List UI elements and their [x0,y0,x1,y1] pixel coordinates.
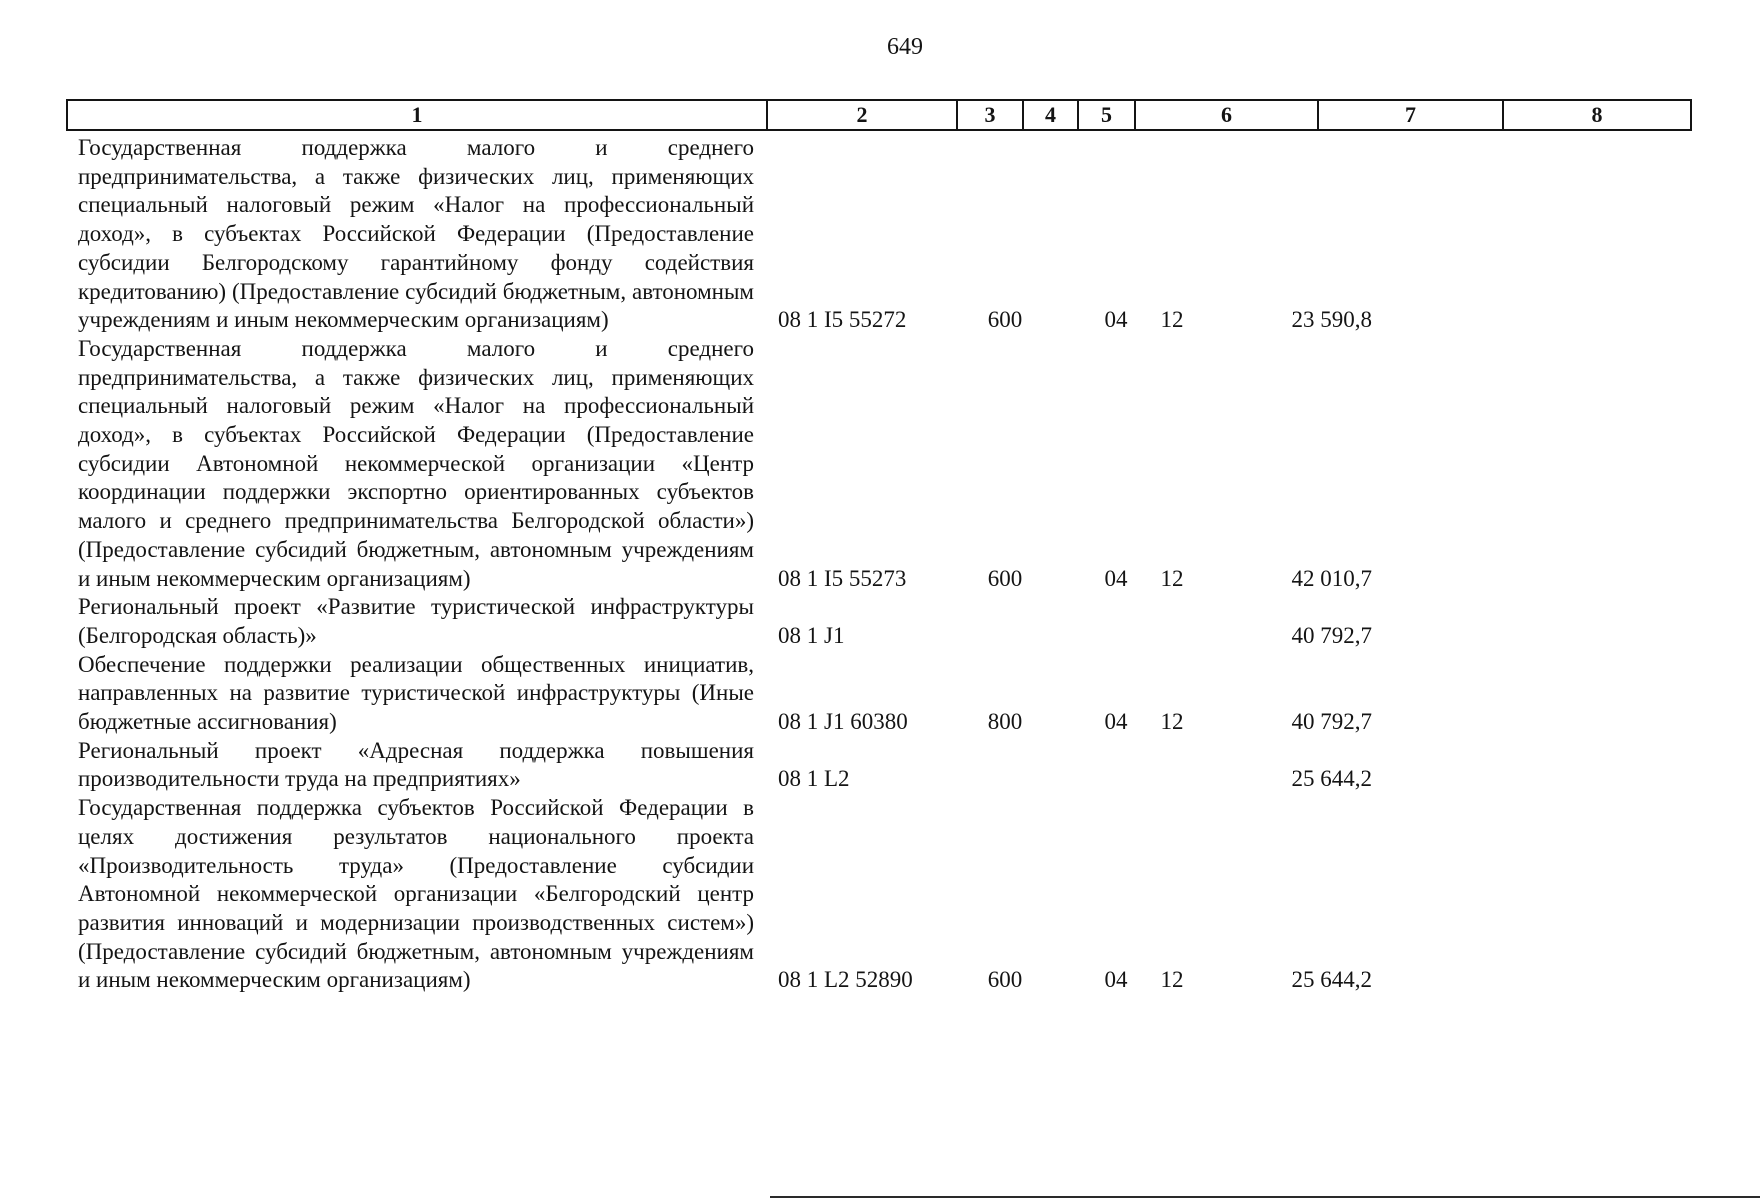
row-description: Государственная поддержка малого и среднего предпринимательства, а также физических лиц, применяющих специальный налоговый режим «Налог на профессиональный доход», в субъектах Российской Федерации (Предоставление субсидии Автономной некоммерческой организации «Центр координации поддержки экспортно ориентированных субъектов малого и среднего предпринимательства Белгородской области») (Предоставление субсидий бюджетным, автономным учреждениям и иным некоммерческим организациям) [78,335,754,591]
column-header-7: 7 [1318,100,1503,130]
row-col5: 12 [1160,709,1184,735]
row-values [66,565,1690,594]
row-description: Региональный проект «Развитие туристической инфраструктуры (Белгородская область)» [78,594,754,648]
row-code: 08 1 I5 55272 [778,307,907,333]
column-header-6: 6 [1135,100,1318,130]
row-values [66,708,1690,737]
row-values [66,765,1690,794]
row-code: 08 1 J1 60380 [778,709,908,735]
row-values [66,966,1690,995]
table-row [66,651,1690,737]
row-amount: 25 644,2 [1291,967,1372,993]
row-description: Государственная поддержка малого и среднего предпринимательства, а также физических лиц, применяющих специальный налоговый режим «Налог на профессиональный доход», в субъектах Российской Федерации (Предоставление субсидии Белгородскому гарантийному фонду содействия кредитованию) (Предоставление субсидий бюджетным, автономным учреждениям и иным некоммерческим организациям) [78,135,754,333]
column-header-row [67,100,1691,130]
row-values [66,622,1690,651]
table-row [66,737,1690,794]
row-col3: 800 [987,709,1023,735]
row-amount: 40 792,7 [1291,622,1372,648]
row-code: 08 1 J1 [778,622,845,648]
row-amount: 40 792,7 [1291,709,1372,735]
row-col4: 04 [1104,307,1128,333]
row-code: 08 1 I5 55273 [778,565,907,591]
row-col4: 04 [1104,709,1128,735]
row-col4: 04 [1104,565,1128,591]
column-header-2: 2 [767,100,957,130]
row-col4: 04 [1104,967,1128,993]
table-row [66,593,1690,650]
row-description: Обеспечение поддержки реализации общественных инициатив, направленных на развитие туристической инфраструктуры (Иные бюджетные ассигнования) [78,651,754,735]
row-description: Государственная поддержка субъектов Российской Федерации в целях достижения результатов национального проекта «Производительность труда» (Предоставление субсидии Автономной некоммерческой организации «Белгородский центр развития инноваций и модернизации производственных систем») (Предоставление субсидий бюджетным, автономным учреждениям и иным некоммерческим организациям) [78,795,754,993]
column-header-1: 1 [67,100,767,130]
row-code: 08 1 L2 52890 [778,967,913,993]
column-header-5: 5 [1078,100,1135,130]
row-col3: 600 [987,967,1023,993]
row-amount: 25 644,2 [1291,766,1372,792]
row-col5: 12 [1160,565,1184,591]
table-row [66,335,1690,593]
row-code: 08 1 L2 [778,766,850,792]
page-number: 649 [887,34,923,60]
row-amount: 23 590,8 [1291,307,1372,333]
row-col5: 12 [1160,307,1184,333]
table-row [66,134,1690,335]
row-amount: 42 010,7 [1291,565,1372,591]
row-description: Региональный проект «Адресная поддержка повышения производительности труда на предприятиях» [78,737,754,792]
row-col3: 600 [987,565,1023,591]
column-header-table [66,99,1692,131]
row-col5: 12 [1160,967,1184,993]
column-header-3: 3 [957,100,1023,130]
row-col3: 600 [987,307,1023,333]
bottom-divider [770,1196,1760,1198]
column-header-8: 8 [1503,100,1691,130]
table-row [66,794,1690,995]
row-values [66,306,1690,335]
column-header-4: 4 [1023,100,1078,130]
table-body [66,134,1690,995]
